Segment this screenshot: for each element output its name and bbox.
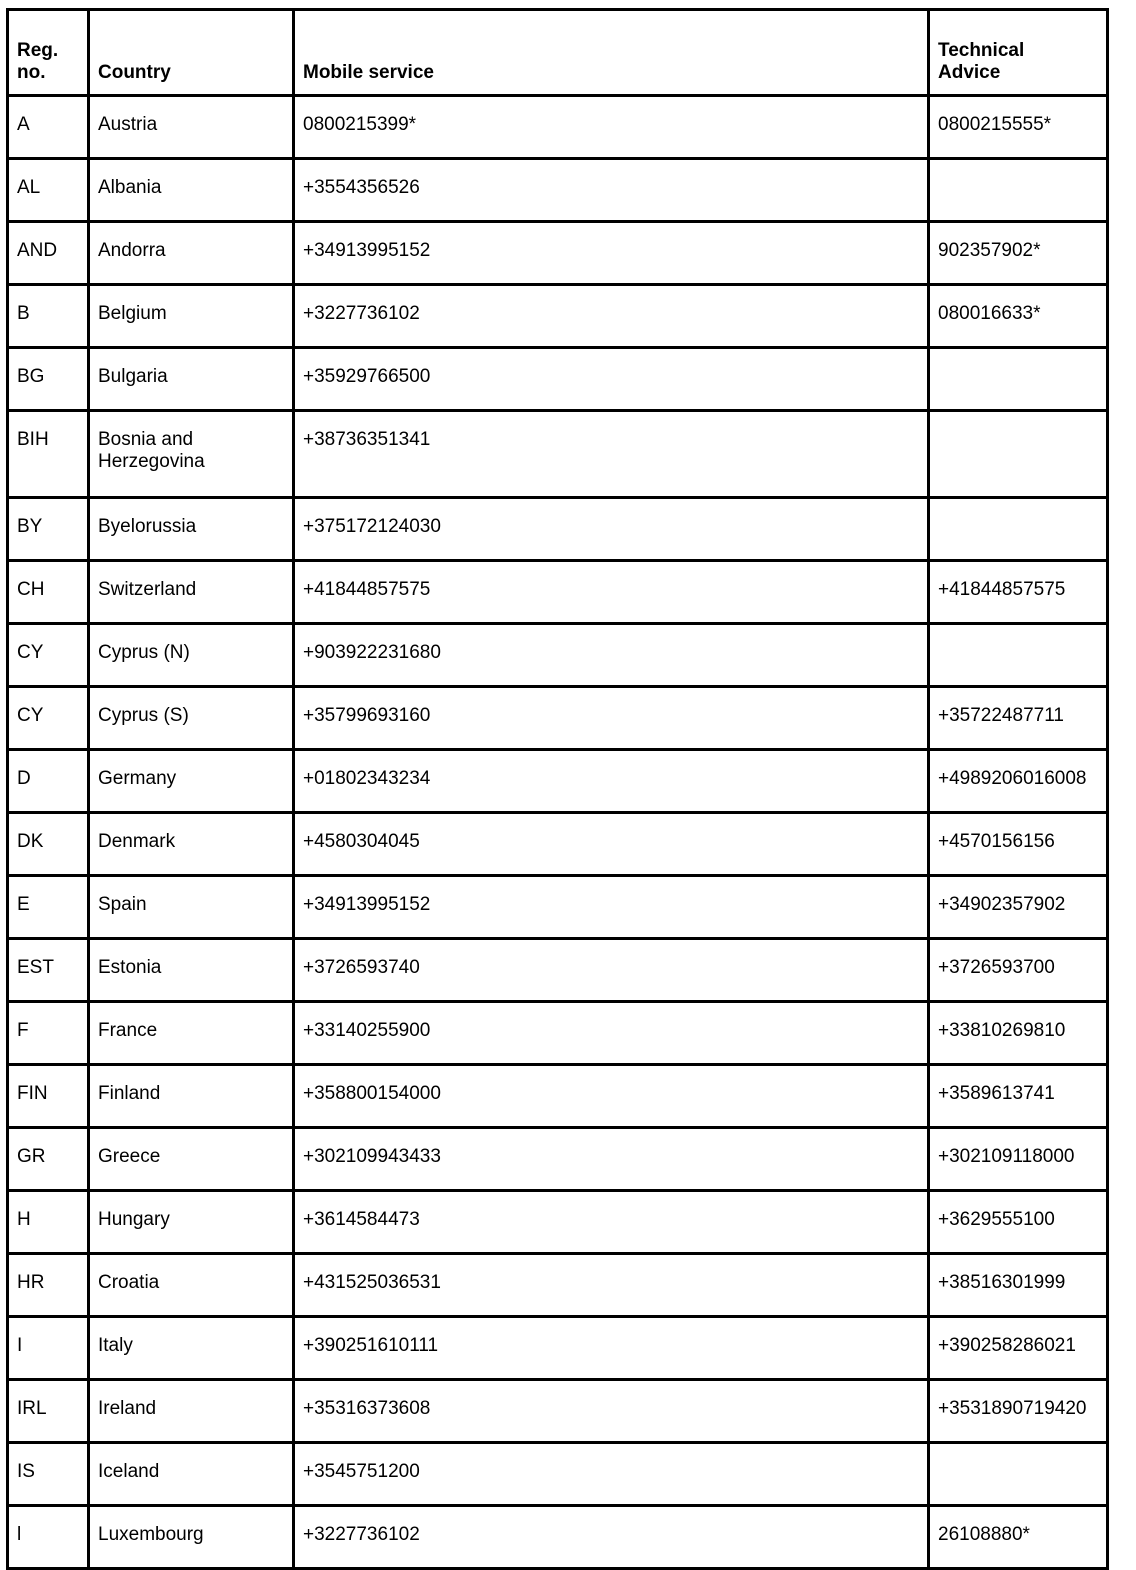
header-technical-advice	[929, 10, 1108, 96]
header-technical-advice-line2: Advice	[938, 62, 1001, 83]
reg-no-cell: BG	[8, 348, 89, 411]
mobile-service-cell: +3554356526	[294, 159, 929, 222]
technical-advice-cell: +3629555100	[929, 1191, 1108, 1254]
table-row	[8, 285, 1108, 348]
mobile-service-cell: +33140255900	[294, 1002, 929, 1065]
reg-no-cell: IS	[8, 1443, 89, 1506]
country-cell: Austria	[89, 96, 294, 159]
table-row	[8, 1191, 1108, 1254]
country-cell-line1: Bosnia and	[98, 429, 194, 450]
technical-advice-cell: +33810269810	[929, 1002, 1108, 1065]
table-row	[8, 1317, 1108, 1380]
mobile-service-cell: +3614584473	[294, 1191, 929, 1254]
table-row	[8, 348, 1108, 411]
technical-advice-cell	[929, 624, 1108, 687]
reg-no-cell: E	[8, 876, 89, 939]
country-cell: Finland	[89, 1065, 294, 1128]
country-cell: Croatia	[89, 1254, 294, 1317]
technical-advice-cell	[929, 348, 1108, 411]
reg-no-cell: l	[8, 1506, 89, 1569]
reg-no-cell: D	[8, 750, 89, 813]
reg-no-cell: CH	[8, 561, 89, 624]
country-cell: Spain	[89, 876, 294, 939]
technical-advice-cell	[929, 498, 1108, 561]
technical-advice-cell: +38516301999	[929, 1254, 1108, 1317]
technical-advice-cell: +41844857575	[929, 561, 1108, 624]
table-row	[8, 1002, 1108, 1065]
country-cell: France	[89, 1002, 294, 1065]
country-cell	[89, 411, 294, 498]
header-reg-no-line1: Reg.	[17, 40, 59, 61]
table-row	[8, 813, 1108, 876]
mobile-service-cell: +41844857575	[294, 561, 929, 624]
technical-advice-cell: 0800215555*	[929, 96, 1108, 159]
country-cell: Estonia	[89, 939, 294, 1002]
reg-no-cell: BIH	[8, 411, 89, 498]
reg-no-cell: AL	[8, 159, 89, 222]
mobile-service-cell: +3545751200	[294, 1443, 929, 1506]
reg-no-cell: CY	[8, 687, 89, 750]
mobile-service-cell: +375172124030	[294, 498, 929, 561]
technical-advice-cell: +4570156156	[929, 813, 1108, 876]
technical-advice-cell: 080016633*	[929, 285, 1108, 348]
technical-advice-cell: +390258286021	[929, 1317, 1108, 1380]
technical-advice-cell: +3531890719420	[929, 1380, 1108, 1443]
mobile-service-cell: +3227736102	[294, 1506, 929, 1569]
reg-no-cell: HR	[8, 1254, 89, 1317]
technical-advice-cell: 26108880*	[929, 1506, 1108, 1569]
header-country: Country	[89, 10, 294, 96]
reg-no-cell: EST	[8, 939, 89, 1002]
mobile-service-cell: +34913995152	[294, 876, 929, 939]
table-row	[8, 1380, 1108, 1443]
reg-no-cell: DK	[8, 813, 89, 876]
mobile-service-cell: 0800215399*	[294, 96, 929, 159]
country-cell: Germany	[89, 750, 294, 813]
country-cell: Greece	[89, 1128, 294, 1191]
mobile-service-cell: +01802343234	[294, 750, 929, 813]
mobile-service-cell: +34913995152	[294, 222, 929, 285]
country-cell: Albania	[89, 159, 294, 222]
country-cell: Bulgaria	[89, 348, 294, 411]
header-mobile-service: Mobile service	[294, 10, 929, 96]
table-row	[8, 876, 1108, 939]
reg-no-cell: AND	[8, 222, 89, 285]
reg-no-cell: FIN	[8, 1065, 89, 1128]
table-row	[8, 1128, 1108, 1191]
country-cell: Ireland	[89, 1380, 294, 1443]
technical-advice-cell: +4989206016008	[929, 750, 1108, 813]
table-row	[8, 411, 1108, 498]
reg-no-cell: B	[8, 285, 89, 348]
reg-no-cell: H	[8, 1191, 89, 1254]
country-cell: Cyprus (S)	[89, 687, 294, 750]
reg-no-cell: IRL	[8, 1380, 89, 1443]
country-cell-line2: Herzegovina	[98, 451, 205, 472]
country-cell: Andorra	[89, 222, 294, 285]
service-contacts-table-wrapper	[6, 8, 1109, 1570]
country-cell: Denmark	[89, 813, 294, 876]
table-row	[8, 1254, 1108, 1317]
table-row	[8, 1065, 1108, 1128]
technical-advice-cell: +35722487711	[929, 687, 1108, 750]
table-body	[8, 96, 1108, 1569]
mobile-service-cell: +358800154000	[294, 1065, 929, 1128]
mobile-service-cell: +302109943433	[294, 1128, 929, 1191]
mobile-service-cell: +903922231680	[294, 624, 929, 687]
technical-advice-cell: +3589613741	[929, 1065, 1108, 1128]
reg-no-cell: CY	[8, 624, 89, 687]
table-header-row	[8, 10, 1108, 96]
country-cell: Italy	[89, 1317, 294, 1380]
table-row	[8, 498, 1108, 561]
table-row	[8, 222, 1108, 285]
table-row	[8, 687, 1108, 750]
technical-advice-cell: +34902357902	[929, 876, 1108, 939]
country-cell: Cyprus (N)	[89, 624, 294, 687]
reg-no-cell: F	[8, 1002, 89, 1065]
technical-advice-cell	[929, 411, 1108, 498]
reg-no-cell: I	[8, 1317, 89, 1380]
table-row	[8, 750, 1108, 813]
mobile-service-cell: +35799693160	[294, 687, 929, 750]
technical-advice-cell: +3726593700	[929, 939, 1108, 1002]
technical-advice-cell: +302109118000	[929, 1128, 1108, 1191]
mobile-service-cell: +431525036531	[294, 1254, 929, 1317]
reg-no-cell: A	[8, 96, 89, 159]
header-reg-no-line2: no.	[17, 62, 46, 83]
mobile-service-cell: +38736351341	[294, 411, 929, 498]
table-row	[8, 1443, 1108, 1506]
table-row	[8, 561, 1108, 624]
technical-advice-cell: 902357902*	[929, 222, 1108, 285]
table-row	[8, 1506, 1108, 1569]
mobile-service-cell: +35929766500	[294, 348, 929, 411]
country-cell: Luxembourg	[89, 1506, 294, 1569]
mobile-service-cell: +3227736102	[294, 285, 929, 348]
header-technical-advice-line1: Technical	[938, 40, 1025, 61]
country-cell: Belgium	[89, 285, 294, 348]
country-cell: Iceland	[89, 1443, 294, 1506]
table-row	[8, 939, 1108, 1002]
country-cell: Byelorussia	[89, 498, 294, 561]
country-cell: Switzerland	[89, 561, 294, 624]
service-contacts-table	[6, 8, 1109, 1570]
mobile-service-cell: +3726593740	[294, 939, 929, 1002]
technical-advice-cell	[929, 1443, 1108, 1506]
mobile-service-cell: +4580304045	[294, 813, 929, 876]
table-row	[8, 96, 1108, 159]
table-row	[8, 159, 1108, 222]
reg-no-cell: BY	[8, 498, 89, 561]
country-cell: Hungary	[89, 1191, 294, 1254]
header-reg-no	[8, 10, 89, 96]
table-row	[8, 624, 1108, 687]
reg-no-cell: GR	[8, 1128, 89, 1191]
technical-advice-cell	[929, 159, 1108, 222]
mobile-service-cell: +390251610111	[294, 1317, 929, 1380]
mobile-service-cell: +35316373608	[294, 1380, 929, 1443]
